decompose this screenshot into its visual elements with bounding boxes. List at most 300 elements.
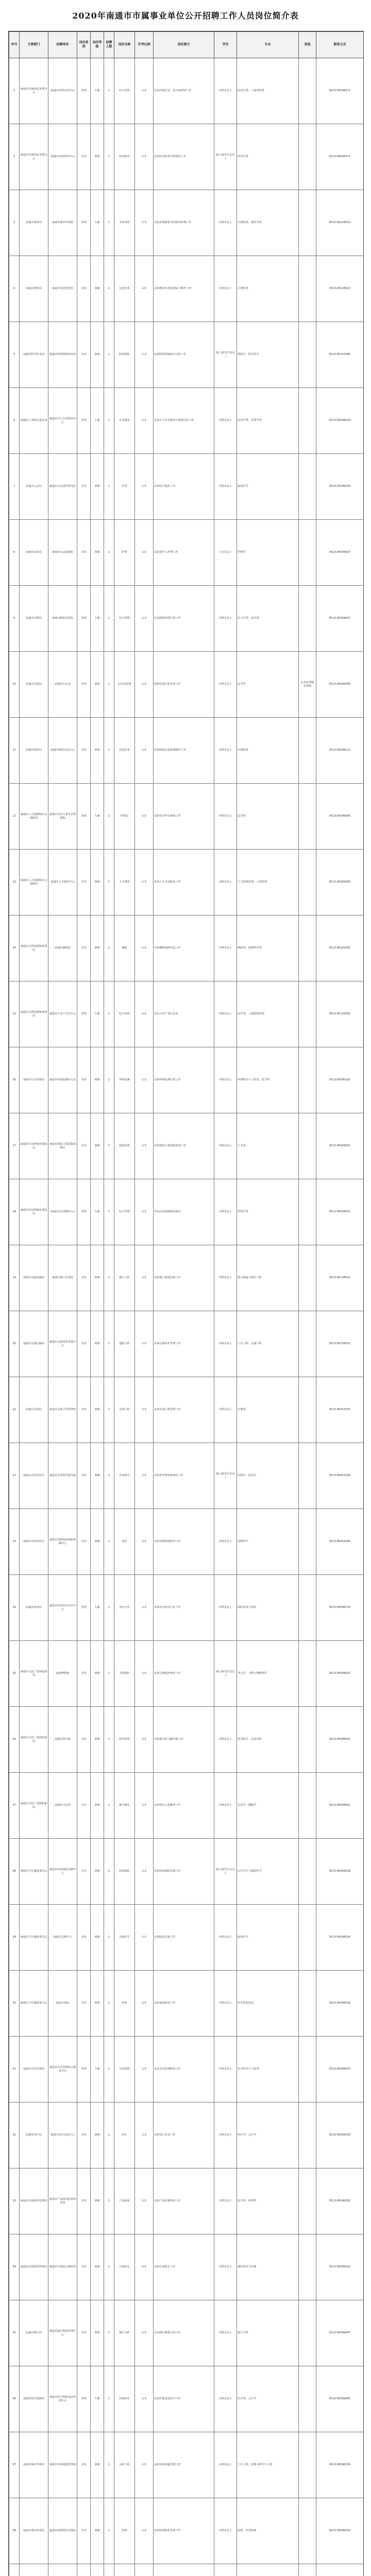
department-cell: 南通市生态环境局 [20,1047,48,1113]
seq-cell: 22 [9,1443,20,1509]
other-cell: 具有法律职业资格 [299,652,316,718]
contact-cell: 0513-85128011 [316,1311,364,1377]
category-cell: 专技 [77,520,91,586]
other-cell [299,2564,316,2576]
category-cell: 管理 [77,2037,91,2103]
position-cell: 应急管理 [114,2037,135,2103]
header-cell: 联系方式 [316,32,364,58]
count-cell: 1 [104,1575,114,1641]
department-cell: 南通市卫生健康委员会 [20,1905,48,1971]
ratio-cell: 1:3 [135,784,154,850]
position-cell: 信息技术 [114,718,135,784]
position-cell: 综合管理 [114,1179,135,1245]
department-cell: 南通市审计局 [20,2103,48,2168]
level-cell: 初级 [91,124,104,190]
contact-cell: 0513-85090162 [316,1047,364,1113]
position-cell: 检验 [114,1971,135,2037]
position-cell: 公证员助理 [114,652,135,718]
department-cell: 南通市医疗保障局 [20,2366,48,2432]
position-cell: 道路工程 [114,1311,135,1377]
department-cell: 南通市应急管理局 [20,2037,48,2103]
ratio-cell: 1:3 [135,1839,154,1905]
category-cell: 专技 [77,916,91,981]
other-cell [299,322,316,388]
other-cell [299,1839,316,1905]
other-cell [299,1179,316,1245]
ratio-cell: 1:3 [135,916,154,981]
other-cell [299,2366,316,2432]
education-cell: 本科及以上 [214,1113,237,1179]
contact-cell: 0513-85228913 [316,190,364,256]
description-cell: 从事院前急救工作 [154,1905,214,1971]
contact-cell: 0513-85051826 [316,1509,364,1575]
unit-cell: 南通市价格认证中心 [48,58,77,124]
seq-cell [9,2564,20,2576]
other-cell [299,1575,316,1641]
ratio-cell: 1:3 [135,322,154,388]
education-cell: 本科及以上 [214,1047,237,1113]
major-cell: 水利类 [237,1377,299,1443]
department-cell: 南通市卫生健康委员会 [20,1971,48,2037]
education-cell: 本科及以上 [214,2168,237,2234]
major-cell: 护理学 [237,520,299,586]
seq-cell: 31 [9,2037,20,2103]
unit-cell: 南通市医疗保险基金管理中心 [48,2366,77,2432]
department-cell: 南通市住房和城乡建设局 [20,1113,48,1179]
position-cell: 医务 [114,454,135,520]
description-cell: 从事计量检定工作 [154,2234,214,2300]
level-cell: 初级 [91,2234,104,2300]
education-cell: 本科及以上 [214,652,237,718]
description-cell: 从事港口建设管理工作 [154,1245,214,1311]
position-cell: 护理 [114,520,135,586]
seq-cell: 35 [9,2300,20,2366]
category-cell: 管理 [77,1575,91,1641]
level-cell: 初级 [91,454,104,520]
major-cell: 经济学类、管理学类 [237,388,299,454]
table-row [9,1641,364,1707]
other-cell [299,1509,316,1575]
table-row [9,1311,364,1377]
education-cell: 本科及以上 [214,388,237,454]
department-cell: 南通市市场监督管理局 [20,2234,48,2300]
seq-cell: 32 [9,2103,20,2168]
contact-cell: 0513-85103562 [316,981,364,1047]
contact-cell: 0513-85099627 [316,586,364,652]
education-cell: 本科及以上 [214,784,237,850]
major-cell: 化学类、材料类 [237,2168,299,2234]
category-cell: 专技 [77,1839,91,1905]
ratio-cell: 1:3 [135,2366,154,2432]
contact-cell: 0513-85058631 [316,1113,364,1179]
level-cell: 初级 [91,1509,104,1575]
level-cell [91,2564,104,2576]
table-row [9,256,364,322]
education-cell: 本科及以上 [214,1377,237,1443]
department-cell: 南通市司法局 [20,652,48,718]
unit-cell: 南通市经济研究中心 [48,124,77,190]
education-cell: 本科及以上 [214,916,237,981]
count-cell: 1 [104,586,114,652]
header-cell: 专业 [237,32,299,58]
other-cell [299,1707,316,1773]
unit-cell: 南通市公安局特警支队 [48,454,77,520]
major-cell: 作物学、园艺学 [237,1443,299,1509]
table-row [9,454,364,520]
position-cell: 测绘 [114,916,135,981]
department-cell: 南通市自然资源和规划局 [20,916,48,981]
other-cell [299,2037,316,2103]
unit-cell: 南通市应急管理综合服务中心 [48,2037,77,2103]
contact-cell: 0513-85098259 [316,2103,364,2168]
unit-cell: 南通市教育考试院 [48,190,77,256]
unit-cell: 南通市计量检定测试所 [48,2234,77,2300]
count-cell: 1 [104,2037,114,2103]
table-row [9,1839,364,1905]
major-cell: 国际经济与贸易 [237,1575,299,1641]
ratio-cell: 1:3 [135,1575,154,1641]
count-cell: 1 [104,256,114,322]
description-cell: 从事动物疫病防控工作 [154,1509,214,1575]
table-row [9,2234,364,2300]
unit-cell: 南通市文化馆 [48,1773,77,1839]
count-cell: 1 [104,1113,114,1179]
table-row [9,850,364,916]
level-cell: 初级 [91,2300,104,2366]
other-cell [299,1773,316,1839]
education-cell: 本科及以上 [214,1509,237,1575]
major-cell: 土木工程、给排水科学与工程 [237,2432,299,2498]
education-cell: 本科及以上 [214,718,237,784]
department-cell: 南通市文化广电和旅游局 [20,1773,48,1839]
education-cell: 本科及以上 [214,2103,237,2168]
other-cell [299,981,316,1047]
unit-cell: 南通市对外经济合作中心 [48,1575,77,1641]
table-row [9,1971,364,2037]
level-cell: 九级 [91,2366,104,2432]
education-cell: 本科及以上 [214,2300,237,2366]
unit-cell: 南通市审计信息中心 [48,2103,77,2168]
education-cell: 本科及以上 [214,2234,237,2300]
ratio-cell: 1:3 [135,850,154,916]
category-cell: 管理 [77,1179,91,1245]
contact-cell: 0513-85051826 [316,1443,364,1509]
other-cell [299,1905,316,1971]
position-cell: 农业研究 [114,1443,135,1509]
level-cell: 初级 [91,1707,104,1773]
description-cell: 从事环境监测分析工作 [154,1047,214,1113]
major-cell: 经济学类、工商管理类 [237,58,299,124]
major-cell: 港口航道与海岸工程 [237,1245,299,1311]
description-cell: 从事图书馆文献管理工作 [154,1707,214,1773]
major-cell: 测绘类、地理科学类 [237,916,299,981]
ratio-cell: 1:3 [135,2037,154,2103]
position-cell: 图书管理 [114,1707,135,1773]
department-cell: 南通市科学技术局 [20,322,48,388]
unit-cell: 南通市不动产登记中心 [48,981,77,1047]
level-cell: 九级 [91,784,104,850]
level-cell: 九级 [91,388,104,454]
category-cell: 专技 [77,2168,91,2234]
major-cell: 法学类 [237,652,299,718]
other-cell [299,1641,316,1707]
contact-cell: 0513-85098371 [316,58,364,124]
ratio-cell: 1:3 [135,2498,154,2564]
seq-cell: 34 [9,2234,20,2300]
table-row [9,916,364,981]
position-cell: 文物保护 [114,1641,135,1707]
position-cell: 统计分析 [114,2300,135,2366]
description-cell: 从事血液检验工作 [154,1971,214,2037]
education-cell: 本科及以上 [214,1971,237,2037]
count-cell: 1 [104,2432,114,2498]
category-cell: 专技 [77,1707,91,1773]
count-cell: 1 [104,190,114,256]
table-row [9,388,364,454]
count-cell: 1 [104,784,114,850]
ratio-cell: 1:3 [135,1245,154,1311]
unit-cell: 南通市财政信息中心 [48,718,77,784]
level-cell: 初级 [91,2432,104,2498]
major-cell: 音乐学、舞蹈学 [237,1773,299,1839]
ratio-cell: 1:3 [135,652,154,718]
major-cell: 土木工程、交通工程 [237,1311,299,1377]
other-cell [299,1047,316,1113]
unit-cell: 南通市动物疫病预防控制中心 [48,1509,77,1575]
major-cell [237,2564,299,2576]
education-cell: 硕士研究生及以上 [214,1641,237,1707]
department-cell: 南通市公安局 [20,454,48,520]
education-cell: 本科及以上 [214,1179,237,1245]
department-cell: 南通市交通运输局 [20,1245,48,1311]
department-cell: 南通市教育局 [20,190,48,256]
contact-cell: 0513-85099005 [316,784,364,850]
category-cell: 专技 [77,1113,91,1179]
major-cell: 测控技术与仪器 [237,2234,299,2300]
count-cell: 1 [104,1971,114,2037]
table-row [9,2366,364,2432]
ratio-cell: 1:3 [135,981,154,1047]
seq-cell: 10 [9,652,20,718]
description-cell: 从事建设工程质量监督工作 [154,1113,214,1179]
category-cell: 专技 [77,652,91,718]
education-cell: 硕士研究生及以上 [214,1443,237,1509]
major-cell: 计算机类、教育学类 [237,190,299,256]
department-cell: 南通市商务局 [20,1575,48,1641]
contact-cell [316,2564,364,2576]
position-cell: 外经合作 [114,1575,135,1641]
department-cell: 南通市农业农村局 [20,1443,48,1509]
description-cell: 从事统计数据分析工作 [154,2300,214,2366]
unit-cell: 南通市港口管理局 [48,1245,77,1311]
seq-cell: 7 [9,454,20,520]
table-row [9,1509,364,1575]
seq-cell: 15 [9,981,20,1047]
position-cell: 信息技术 [114,256,135,322]
category-cell: 专技 [77,2103,91,2168]
unit-cell: 南通市疾病预防控制中心 [48,1839,77,1905]
level-cell: 初级 [91,1839,104,1905]
ratio-cell: 1:3 [135,1773,154,1839]
header-cell: 岗位名称 [114,32,135,58]
unit-cell: 南通市测绘院 [48,916,77,981]
category-cell: 专技 [77,1641,91,1707]
description-cell [154,2564,214,2576]
table-row [9,652,364,718]
level-cell: 初级 [91,1443,104,1509]
table-row [9,1905,364,1971]
description-cell: 从事产品质量检验工作 [154,2168,214,2234]
unit-cell: 南通市水利工程管理处 [48,1377,77,1443]
department-cell: 南通市统计局 [20,2300,48,2366]
ratio-cell [135,2564,154,2576]
contact-cell: 0513-85090530 [316,2432,364,2498]
category-cell: 专技 [77,1905,91,1971]
level-cell: 九级 [91,2037,104,2103]
seq-cell: 16 [9,1047,20,1113]
description-cell: 从事审计业务工作 [154,2103,214,2168]
description-cell: 负责各类教育考试组织管理工作 [154,190,214,256]
department-cell: 南通市工业和信息化局 [20,388,48,454]
major-cell: 动物医学 [237,1509,299,1575]
category-cell: 专技 [77,454,91,520]
table-row [9,1575,364,1641]
department-cell: 南通市发展和改革委员会 [20,124,48,190]
ratio-cell: 1:3 [135,1971,154,2037]
positions-table-wrap [8,31,364,2576]
major-cell: 园林、风景园林 [237,2498,299,2564]
major-cell: 管理学类 [237,1179,299,1245]
unit-cell: 南通市科技情报研究所 [48,322,77,388]
description-cell: 从事公路养护管理工作 [154,1311,214,1377]
count-cell: 1 [104,1773,114,1839]
contact-cell: 0513-85099516 [316,1971,364,2037]
position-cell: 疾病预防 [114,1839,135,1905]
description-cell: 负责医保基金经办工作 [154,2366,214,2432]
education-cell: 本科及以上 [214,850,237,916]
description-cell: 从事测绘地理信息工作 [154,916,214,981]
position-cell: 园林 [114,2498,135,2564]
position-cell: 港口工程 [114,1245,135,1311]
ratio-cell: 1:3 [135,1113,154,1179]
education-cell: 大专及以上 [214,520,237,586]
level-cell: 初级 [91,1245,104,1311]
count-cell: 1 [104,388,114,454]
education-cell: 本科及以上 [214,1575,237,1641]
major-cell: 法学类、土地资源管理 [237,981,299,1047]
category-cell: 管理 [77,2366,91,2432]
seq-cell: 36 [9,2366,20,2432]
seq-cell: 18 [9,1179,20,1245]
seq-cell: 1 [9,58,20,124]
other-cell [299,850,316,916]
seq-cell: 3 [9,190,20,256]
position-cell: 计量检定 [114,2234,135,2300]
ratio-cell: 1:3 [135,2168,154,2234]
count-cell: 1 [104,2300,114,2366]
department-cell [20,2564,48,2576]
other-cell [299,388,316,454]
level-cell: 初级 [91,2168,104,2234]
unit-cell: 南通市统计数据管理中心 [48,2300,77,2366]
position-cell: 产品检验 [114,2168,135,2234]
description-cell: 负责价格认证、综合协调等工作 [154,58,214,124]
description-cell: 从事文物保护研究工作 [154,1641,214,1707]
table-row [9,718,364,784]
seq-cell: 14 [9,916,20,981]
ratio-cell: 1:3 [135,2432,154,2498]
header-cell: 招聘单位 [48,32,77,58]
contact-cell: 0513-85099302 [316,2168,364,2234]
level-cell: 初级 [91,718,104,784]
ratio-cell: 1:3 [135,1641,154,1707]
table-header-row [9,32,364,58]
position-cell: 兽医 [114,1509,135,1575]
contact-cell: 0513-85098965 [316,2366,364,2432]
department-cell: 南通市文化广电和旅游局 [20,1641,48,1707]
education-cell: 本科及以上 [214,1245,237,1311]
unit-cell: 南通市血站 [48,1971,77,2037]
seq-cell: 13 [9,850,20,916]
table-row [9,2498,364,2564]
category-cell: 专技 [77,1047,91,1113]
category-cell: 专技 [77,1377,91,1443]
level-cell: 初级 [91,322,104,388]
major-cell: 计算机类 [237,256,299,322]
ratio-cell: 1:3 [135,454,154,520]
count-cell: 2 [104,1443,114,1509]
description-cell: 从事老年人护理工作 [154,520,214,586]
count-cell: 2 [104,1047,114,1113]
contact-cell: 0513-85103562 [316,916,364,981]
position-cell: 科技情报 [114,322,135,388]
position-cell: 综合管理 [114,981,135,1047]
contact-cell: 0513-85098112 [316,718,364,784]
table-row [9,2300,364,2366]
header-cell: 岗位等级 [91,32,104,58]
count-cell: 1 [104,1641,114,1707]
other-cell [299,2168,316,2234]
contact-cell: 0513-85098526 [316,388,364,454]
level-cell: 九级 [91,1179,104,1245]
position-cell: 审计 [114,2103,135,2168]
level-cell: 初级 [91,1905,104,1971]
major-cell: 人力资源管理、工商管理 [237,850,299,916]
unit-cell: 南通博物苑 [48,1641,77,1707]
seq-cell: 11 [9,718,20,784]
ratio-cell: 1:3 [135,2234,154,2300]
count-cell: 1 [104,718,114,784]
seq-cell: 27 [9,1773,20,1839]
count-cell: 1 [104,850,114,916]
ratio-cell: 1:3 [135,190,154,256]
education-cell: 本科及以上 [214,1773,237,1839]
level-cell: 初级 [91,520,104,586]
department-cell: 南通市教育局 [20,256,48,322]
other-cell [299,2103,316,2168]
seq-cell: 9 [9,586,20,652]
position-cell: 医保经办 [114,2366,135,2432]
contact-cell: 0513-85099621 [316,1707,364,1773]
major-cell: 临床医学 [237,454,299,520]
other-cell [299,916,316,981]
seq-cell: 37 [9,2432,20,2498]
description-cell: 从事园林绿化管理工作 [154,2498,214,2564]
unit-cell: 南通市图书馆 [48,1707,77,1773]
education-cell: 本科及以上 [214,58,237,124]
seq-cell: 6 [9,388,20,454]
level-cell: 初级 [91,1641,104,1707]
